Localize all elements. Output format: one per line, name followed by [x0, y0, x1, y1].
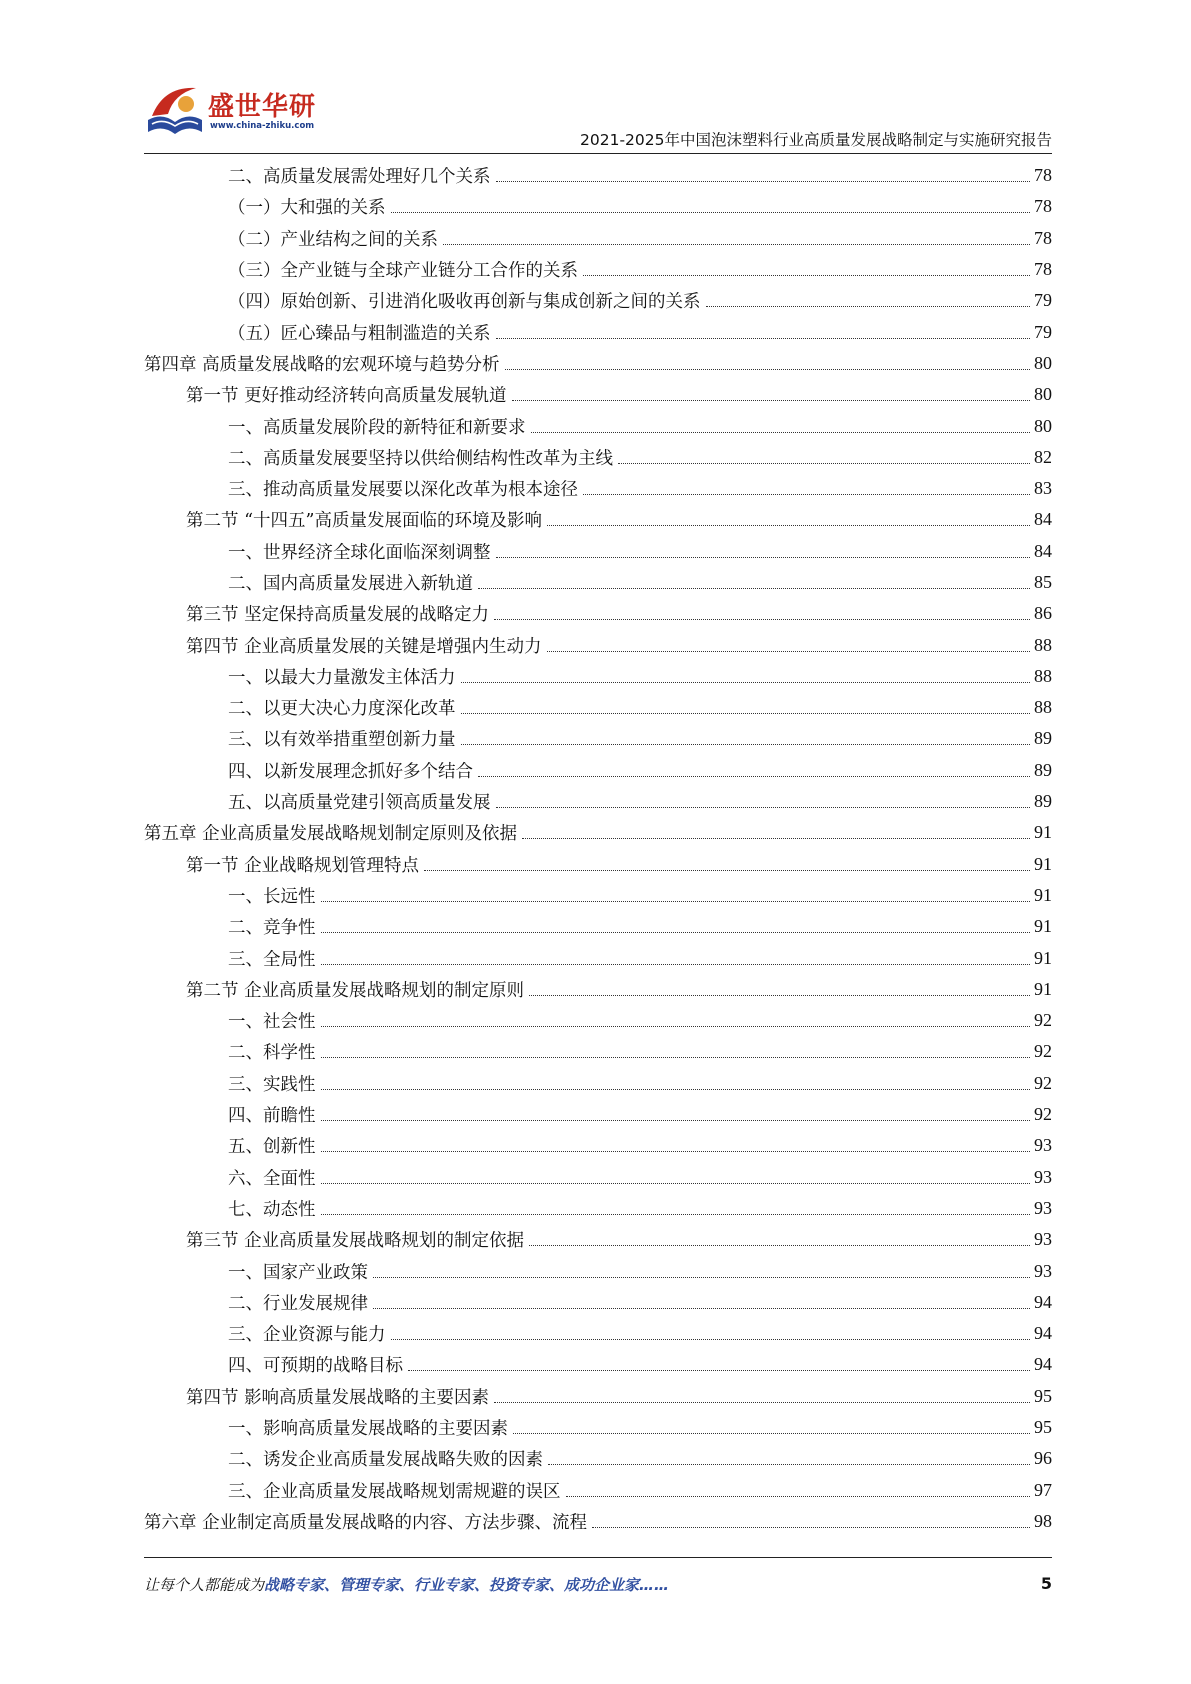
- toc-entry-title: 一、高质量发展阶段的新特征和新要求: [228, 417, 526, 438]
- toc-leader-dots: [496, 807, 1031, 808]
- toc-leader-dots: [321, 901, 1031, 902]
- footer-slogan-highlight: 战略专家、管理专家、行业专家、投资专家、成功企业家……: [264, 1576, 670, 1594]
- toc-entry-page: 89: [1034, 728, 1052, 749]
- toc-entry[interactable]: [144, 160, 1052, 191]
- toc-entry[interactable]: [144, 1474, 1052, 1505]
- toc-entry-page: 93: [1034, 1135, 1052, 1156]
- toc-entry-title: 七、动态性: [228, 1199, 316, 1220]
- toc-leader-dots: [547, 525, 1030, 526]
- footer-divider: [144, 1557, 1052, 1558]
- toc-entry-page: 93: [1034, 1197, 1052, 1218]
- toc-leader-dots: [321, 964, 1031, 965]
- logo-name: 盛世华研: [208, 92, 317, 122]
- toc-entry-page: 92: [1034, 1010, 1052, 1031]
- toc-entry-page: 80: [1034, 415, 1052, 436]
- toc-entry-title: 第三节 坚定保持高质量发展的战略定力: [186, 605, 490, 626]
- report-title: 2021-2025年中国泡沫塑料行业高质量发展战略制定与实施研究报告: [580, 131, 1052, 149]
- toc-entry-page: 88: [1034, 697, 1052, 718]
- toc-entry-title: 第四节 企业高质量发展的关键是增强内生动力: [186, 636, 542, 657]
- toc-entry-title: 三、企业高质量发展战略规划需规避的误区: [228, 1481, 561, 1502]
- toc-entry[interactable]: [144, 410, 1052, 441]
- toc-entry-title: 三、实践性: [228, 1074, 316, 1095]
- toc-entry[interactable]: [144, 379, 1052, 410]
- toc-entry[interactable]: [144, 849, 1052, 880]
- toc-leader-dots: [478, 588, 1030, 589]
- toc-entry[interactable]: [144, 1255, 1052, 1286]
- toc-entry-page: 92: [1034, 1104, 1052, 1125]
- toc-leader-dots: [706, 306, 1031, 307]
- toc-entry-title: 四、前瞻性: [228, 1106, 316, 1127]
- toc-entry[interactable]: [144, 254, 1052, 285]
- toc-entry[interactable]: [144, 473, 1052, 504]
- toc-entry[interactable]: [144, 567, 1052, 598]
- toc-leader-dots: [529, 995, 1030, 996]
- toc-leader-dots: [494, 619, 1030, 620]
- toc-leader-dots: [321, 1183, 1031, 1184]
- toc-entry-title: 第五章 企业高质量发展战略规划制定原则及依据: [144, 824, 518, 845]
- toc-leader-dots: [321, 1026, 1031, 1027]
- toc-entry-title: 三、企业资源与能力: [228, 1325, 386, 1346]
- toc-entry-page: 80: [1034, 352, 1052, 373]
- toc-leader-dots: [461, 682, 1031, 683]
- toc-entry-page: 88: [1034, 665, 1052, 686]
- toc-entry[interactable]: [144, 1193, 1052, 1224]
- header-divider: [144, 153, 1052, 154]
- toc-entry-page: 93: [1034, 1260, 1052, 1281]
- toc-leader-dots: [321, 1120, 1031, 1121]
- page-number: 5: [1040, 1574, 1052, 1593]
- toc-entry-page: 92: [1034, 1072, 1052, 1093]
- toc-entry-title: 二、诱发企业高质量发展战略失败的因素: [228, 1450, 543, 1471]
- toc-entry-title: 三、全局性: [228, 949, 316, 970]
- toc-entry-page: 98: [1034, 1510, 1052, 1531]
- toc-entry-title: 一、长远性: [228, 886, 316, 907]
- toc-entry-title: 二、竞争性: [228, 918, 316, 939]
- toc-leader-dots: [548, 1464, 1030, 1465]
- toc-entry-title: 第三节 企业高质量发展战略规划的制定依据: [186, 1231, 525, 1252]
- toc-leader-dots: [494, 1402, 1030, 1403]
- toc-entry-page: 82: [1034, 446, 1052, 467]
- toc-entry-title: 二、国内高质量发展进入新轨道: [228, 574, 473, 594]
- toc-entry-title: 一、影响高质量发展战略的主要因素: [228, 1419, 508, 1440]
- toc-entry-page: 91: [1034, 884, 1052, 905]
- toc-entry-page: 78: [1034, 227, 1052, 248]
- toc-entry-page: 78: [1034, 196, 1052, 217]
- toc-entry-page: 80: [1034, 384, 1052, 405]
- toc-entry[interactable]: [144, 1318, 1052, 1349]
- toc-entry-page: 91: [1034, 822, 1052, 843]
- toc-entry[interactable]: [144, 1287, 1052, 1318]
- toc-entry[interactable]: [144, 755, 1052, 786]
- toc-entry[interactable]: [144, 880, 1052, 911]
- toc-leader-dots: [321, 1057, 1031, 1058]
- toc-entry[interactable]: [144, 1381, 1052, 1412]
- toc-entry[interactable]: [144, 1443, 1052, 1474]
- toc-entry[interactable]: [144, 598, 1052, 629]
- toc-entry-title: （四）原始创新、引进消化吸收再创新与集成创新之间的关系: [228, 292, 701, 313]
- toc-entry-page: 94: [1034, 1291, 1052, 1312]
- toc-leader-dots: [505, 369, 1030, 370]
- toc-entry-title: 第四节 影响高质量发展战略的主要因素: [186, 1387, 490, 1408]
- toc-entry-title: 五、创新性: [228, 1137, 316, 1158]
- toc-entry-page: 91: [1034, 853, 1052, 874]
- toc-leader-dots: [321, 1214, 1031, 1215]
- toc-leader-dots: [512, 400, 1030, 401]
- toc-leader-dots: [496, 557, 1031, 558]
- toc-entry-page: 85: [1034, 572, 1052, 592]
- toc-entry[interactable]: [144, 1412, 1052, 1443]
- toc-entry[interactable]: [144, 1224, 1052, 1255]
- toc-leader-dots: [391, 1339, 1031, 1340]
- toc-entry-page: 91: [1034, 978, 1052, 999]
- toc-entry[interactable]: [144, 786, 1052, 817]
- footer-slogan-prefix: 让每个人都能成为: [144, 1576, 265, 1594]
- toc-entry-title: 五、以高质量党建引领高质量发展: [228, 793, 491, 814]
- toc-entry-title: 一、社会性: [228, 1012, 316, 1033]
- toc-entry-title: （二）产业结构之间的关系: [228, 229, 438, 250]
- toc-entry-page: 89: [1034, 791, 1052, 812]
- toc-entry-page: 94: [1034, 1323, 1052, 1344]
- toc-entry[interactable]: [144, 504, 1052, 535]
- toc-entry-title: （五）匠心臻品与粗制滥造的关系: [228, 323, 491, 344]
- toc-leader-dots: [531, 432, 1031, 433]
- toc-entry-page: 83: [1034, 478, 1052, 499]
- toc-leader-dots: [373, 1277, 1030, 1278]
- toc-entry-page: 92: [1034, 1041, 1052, 1062]
- book-logo-icon: [144, 82, 206, 140]
- toc-entry-title: 二、行业发展规律: [228, 1293, 368, 1314]
- page-header: [144, 78, 1052, 150]
- toc-leader-dots: [496, 181, 1031, 182]
- toc-entry-page: 93: [1034, 1229, 1052, 1250]
- toc-entry-page: 94: [1034, 1354, 1052, 1375]
- toc-entry-page: 95: [1034, 1385, 1052, 1406]
- toc-leader-dots: [583, 275, 1030, 276]
- toc-entry-title: 六、全面性: [228, 1168, 316, 1189]
- company-logo: [144, 78, 317, 146]
- toc-entry-title: 一、以最大力量激发主体活力: [228, 667, 456, 688]
- toc-entry-title: 二、高质量发展需处理好几个关系: [228, 167, 491, 188]
- toc-entry-title: 四、可预期的战略目标: [228, 1356, 403, 1377]
- toc-entry[interactable]: [144, 191, 1052, 222]
- toc-entry[interactable]: [144, 348, 1052, 379]
- toc-entry[interactable]: [144, 1506, 1052, 1537]
- toc-leader-dots: [373, 1308, 1030, 1309]
- toc-entry-title: 二、以更大决心力度深化改革: [228, 699, 456, 720]
- table-of-contents: [144, 160, 1052, 1537]
- toc-leader-dots: [461, 744, 1031, 745]
- toc-entry[interactable]: [144, 223, 1052, 254]
- toc-leader-dots: [583, 494, 1030, 495]
- toc-entry-title: （一）大和强的关系: [228, 198, 386, 219]
- toc-entry-page: 93: [1034, 1166, 1052, 1187]
- toc-entry[interactable]: [144, 629, 1052, 660]
- toc-entry-title: 第六章 企业制定高质量发展战略的内容、方法步骤、流程: [144, 1512, 588, 1533]
- toc-entry-page: 78: [1034, 165, 1052, 186]
- toc-entry[interactable]: [144, 1130, 1052, 1161]
- toc-leader-dots: [496, 338, 1031, 339]
- toc-leader-dots: [478, 776, 1030, 777]
- toc-entry-title: 三、推动高质量发展要以深化改革为根本途径: [228, 480, 578, 501]
- toc-entry-title: 第二节 企业高质量发展战略规划的制定原则: [186, 980, 525, 1001]
- toc-entry-title: （三）全产业链与全球产业链分工合作的关系: [228, 261, 578, 282]
- toc-entry-page: 91: [1034, 916, 1052, 937]
- toc-leader-dots: [321, 1151, 1031, 1152]
- toc-leader-dots: [424, 870, 1030, 871]
- toc-entry-title: 一、国家产业政策: [228, 1262, 368, 1283]
- toc-entry-page: 89: [1034, 759, 1052, 780]
- toc-entry-page: 78: [1034, 259, 1052, 280]
- toc-entry-page: 79: [1034, 290, 1052, 311]
- toc-entry[interactable]: [144, 942, 1052, 973]
- toc-entry-title: 二、高质量发展要坚持以供给侧结构性改革为主线: [228, 448, 613, 469]
- toc-leader-dots: [443, 244, 1030, 245]
- toc-leader-dots: [547, 651, 1030, 652]
- toc-entry[interactable]: [144, 1068, 1052, 1099]
- toc-leader-dots: [408, 1370, 1030, 1371]
- toc-entry-title: 三、以有效举措重塑创新力量: [228, 730, 456, 751]
- toc-entry[interactable]: [144, 1036, 1052, 1067]
- toc-entry[interactable]: [144, 1349, 1052, 1380]
- toc-entry-title: 四、以新发展理念抓好多个结合: [228, 761, 473, 782]
- toc-entry-page: 95: [1034, 1417, 1052, 1438]
- toc-leader-dots: [522, 838, 1030, 839]
- toc-entry-page: 84: [1034, 509, 1052, 530]
- toc-entry-title: 二、科学性: [228, 1043, 316, 1064]
- logo-url: www.china-zhiku.com: [210, 121, 315, 131]
- toc-entry-title: 第一节 更好推动经济转向高质量发展轨道: [186, 386, 507, 407]
- toc-entry[interactable]: [144, 911, 1052, 942]
- toc-entry[interactable]: [144, 692, 1052, 723]
- toc-leader-dots: [513, 1433, 1030, 1434]
- toc-entry-page: 86: [1034, 603, 1052, 624]
- toc-leader-dots: [566, 1496, 1031, 1497]
- toc-entry[interactable]: [144, 316, 1052, 347]
- toc-entry-page: 97: [1034, 1479, 1052, 1500]
- toc-entry-page: 91: [1034, 947, 1052, 968]
- toc-entry[interactable]: [144, 661, 1052, 692]
- toc-entry[interactable]: [144, 974, 1052, 1005]
- toc-entry[interactable]: [144, 1005, 1052, 1036]
- toc-entry-page: 84: [1034, 540, 1052, 561]
- toc-entry-page: 79: [1034, 321, 1052, 342]
- toc-entry[interactable]: [144, 285, 1052, 316]
- toc-entry-title: 一、世界经济全球化面临深刻调整: [228, 542, 491, 563]
- toc-entry[interactable]: [144, 817, 1052, 848]
- toc-entry[interactable]: [144, 1099, 1052, 1130]
- toc-entry[interactable]: [144, 536, 1052, 567]
- toc-leader-dots: [592, 1527, 1030, 1528]
- toc-leader-dots: [391, 212, 1031, 213]
- toc-entry-page: 96: [1034, 1448, 1052, 1469]
- toc-entry[interactable]: [144, 442, 1052, 473]
- toc-entry-title: 第二节 “十四五”高质量发展面临的环境及影响: [186, 511, 542, 532]
- toc-leader-dots: [461, 713, 1031, 714]
- toc-entry-title: 第一节 企业战略规划管理特点: [186, 855, 420, 876]
- page-footer: [144, 1574, 1052, 1598]
- toc-entry[interactable]: [144, 1162, 1052, 1193]
- toc-leader-dots: [618, 463, 1030, 464]
- toc-leader-dots: [529, 1245, 1030, 1246]
- toc-entry-title: 第四章 高质量发展战略的宏观环境与趋势分析: [144, 354, 500, 375]
- toc-leader-dots: [321, 1089, 1031, 1090]
- toc-leader-dots: [321, 932, 1031, 933]
- toc-entry-page: 88: [1034, 634, 1052, 655]
- toc-entry[interactable]: [144, 723, 1052, 754]
